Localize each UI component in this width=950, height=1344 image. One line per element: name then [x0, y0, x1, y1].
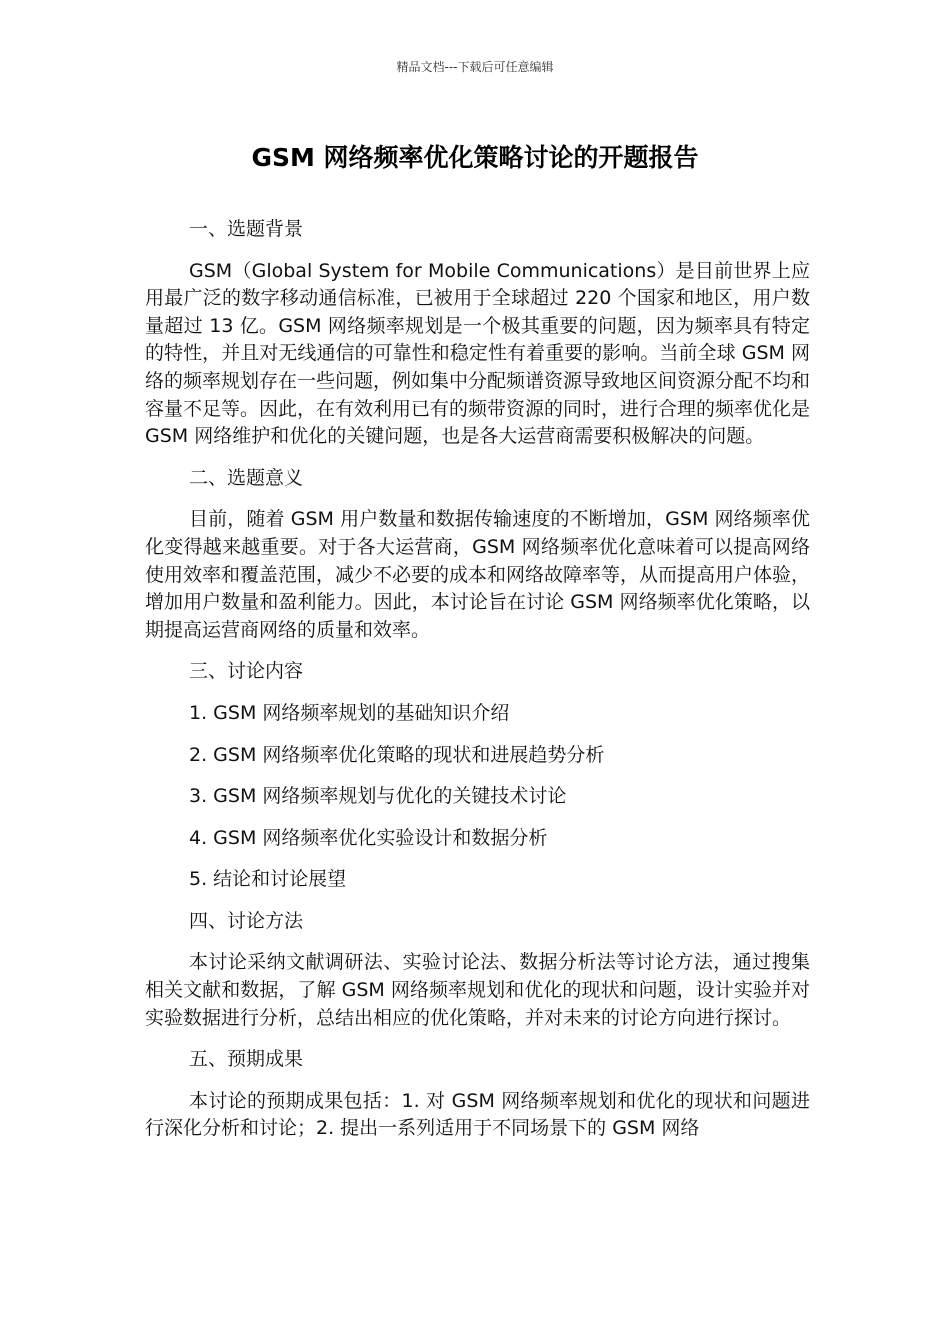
document-body	[145, 216, 810, 1157]
paragraph-background: GSM（Global System for Mobile Communications）是目前世界上应用最广泛的数字移动通信标准，已被用于全球超过 220 个国家和地区，用户数量超过 13 亿。GSM 网络频率规划是一个极其重要的问题，因为频率具有特定的特性，并且对无线通信的可靠性和稳定性有着重要的影响。当前全球 GSM 网络的频率规划存在一些问题，例如集中分配频谱资源导致地区间资源分配不均和容量不足等。因此，在有效利用已有的频带资源的同时，进行合理的频率优化是 GSM 网络维护和优化的关键问题，也是各大运营商需要积极解决的问题。	[145, 259, 811, 448]
paragraph-results: 本讨论的预期成果包括：1. 对 GSM 网络频率规划和优化的现状和问题进行深化分析和讨论；2. 提出一系列适用于不同场景下的 GSM 网络	[145, 1089, 810, 1140]
list-item: 1. GSM 网络频率规划的基础知识介绍	[189, 701, 510, 724]
list-item: 2. GSM 网络频率优化策略的现状和进展趋势分析	[189, 743, 605, 766]
paragraph-method: 本讨论采纳文献调研法、实验讨论法、数据分析法等讨论方法，通过搜集相关文献和数据，了解 GSM 网络频率规划和优化的现状和问题，设计实验并对实验数据进行分析，总结出相应的优化策略，并对未来的讨论方向进行探讨。	[145, 951, 810, 1029]
section-heading-background: 一、选题背景	[189, 218, 304, 240]
section-heading-method: 四、讨论方法	[189, 909, 304, 932]
list-item: 4. GSM 网络频率优化实验设计和数据分析	[189, 826, 548, 849]
section-heading-significance: 二、选题意义	[189, 466, 304, 489]
section-heading-results: 五、预期成果	[189, 1048, 304, 1071]
page-header-note: 精品文档---下载后可任意编辑	[396, 60, 554, 74]
section-heading-content: 三、讨论内容	[189, 660, 304, 683]
list-item: 3. GSM 网络频率规划与优化的关键技术讨论	[189, 785, 567, 808]
paragraph-significance: 目前，随着 GSM 用户数量和数据传输速度的不断增加，GSM 网络频率优化变得越来越重要。对于各大运营商，GSM 网络频率优化意味着可以提高网络使用效率和覆盖范围，减少不必要的成本和网络故障率等，从而提高用户体验，增加用户数量和盈利能力。因此，本讨论旨在讨论 GSM 网络频率优化策略，以期提高运营商网络的质量和效率。	[145, 508, 811, 641]
document-title: GSM 网络频率优化策略讨论的开题报告	[251, 143, 699, 172]
list-item: 5. 结论和讨论展望	[189, 868, 347, 891]
